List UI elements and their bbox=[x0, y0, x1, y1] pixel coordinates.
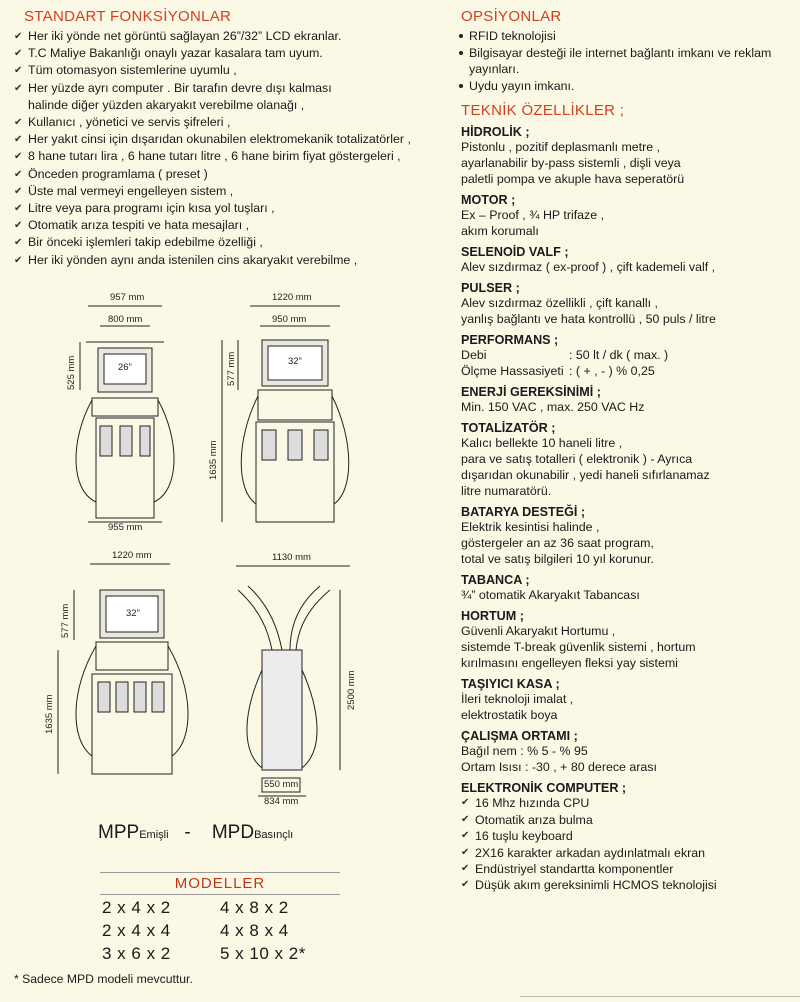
model-item: 3 x 6 x 2 bbox=[102, 944, 171, 963]
dim-d3-side: 577 mm bbox=[60, 603, 71, 638]
dim-d4-top: 1130 mm bbox=[272, 552, 311, 563]
list-item: halinde diğer yüzden akaryakıt verebilme olanağı , bbox=[28, 97, 305, 112]
standard-functions-list bbox=[14, 28, 444, 269]
dim-d3-height: 1635 mm bbox=[44, 694, 55, 734]
list-item: ✔ Tüm otomasyon sistemlerine uyumlu , bbox=[14, 62, 444, 79]
dim-d2-side: 577 mm bbox=[226, 351, 237, 386]
spec-hose: HORTUM ; Güvenli Akaryakıt Hortumu , sistemde T-break güvenlik sistemi , hortum kırılmasını engelleyen fleksi yay sistemi bbox=[461, 609, 696, 671]
dispenser-2-drawing bbox=[222, 306, 349, 522]
tech-specs-title: TEKNİK ÖZELLİKLER ; bbox=[461, 102, 625, 120]
model-names: MPPEmişli - MPDBasınçlı bbox=[98, 822, 294, 843]
list-item: RFID teknolojisi bbox=[455, 28, 795, 45]
dim-d1-side: 525 mm bbox=[66, 355, 77, 390]
spec-chassis: TAŞIYICI KASA ; İleri teknoloji imalat , elektrostatik boya bbox=[461, 677, 574, 723]
computer-features-list bbox=[461, 795, 795, 893]
spec-battery: BATARYA DESTEĞİ ; Elektrik kesintisi halinde , göstergeler an az 36 saat program, total ve satış bilgileri 10 yıl korunur. bbox=[461, 505, 654, 567]
list-item: ✔ Önceden programlama ( preset ) bbox=[14, 166, 444, 183]
dim-d2-top: 1220 mm bbox=[272, 292, 312, 303]
check-icon: ✔ bbox=[14, 185, 23, 197]
list-item: ✔ Kullanıcı , yönetici ve servis şifreleri , bbox=[14, 114, 444, 131]
dispenser-1-drawing bbox=[76, 306, 174, 522]
spec-computer: ELEKTRONİK COMPUTER ; ✔ 16 Mhz hızında CPU ✔ Otomatik arıza bulma ✔ 16 tuşlu keyboard ✔ 2X16 karakter arkadan aydınlatmalı ekran ✔ Endüstriyel standartta komponentler ✔ Düşük akım gereksinimli HCMOS teknolojisi bbox=[461, 781, 795, 893]
list-item: ✔ Litre veya para programı için kısa yol tuşları , bbox=[14, 200, 444, 217]
check-icon: ✔ bbox=[461, 863, 470, 874]
model-item: 4 x 8 x 4 bbox=[220, 921, 289, 940]
dispenser-3-drawing bbox=[58, 564, 188, 774]
check-icon: ✔ bbox=[14, 220, 23, 232]
model-item: 2 x 4 x 4 bbox=[102, 921, 171, 940]
dim-d3-top: 1220 mm bbox=[112, 550, 152, 561]
list-item: ✔ 8 hane tutarı lira , 6 hane tutarı litre , 6 hane birim fiyat göstergeleri , bbox=[14, 148, 444, 165]
check-icon: ✔ bbox=[14, 168, 23, 180]
check-icon: ✔ bbox=[14, 203, 23, 215]
check-icon: ✔ bbox=[14, 48, 23, 60]
check-icon: ✔ bbox=[461, 830, 470, 842]
dim-d1-top: 957 mm bbox=[110, 292, 145, 303]
model-item: 2 x 4 x 2 bbox=[102, 898, 171, 917]
dim-d4-b2: 834 mm bbox=[264, 796, 299, 807]
dim-d4-height: 2500 mm bbox=[346, 670, 357, 710]
dim-d1-screen: 26” bbox=[118, 362, 132, 373]
list-item: ✔ Her iki yönde net görüntü sağlayan 26”/32” LCD ekranlar. bbox=[14, 28, 444, 45]
list-item: ✔ 16 tuşlu keyboard bbox=[461, 829, 573, 844]
spec-pulser: PULSER ; Alev sızdırmaz özellikli , çift kanallı , yanlış bağlantı ve hata kontrollü , 50 puls / litre bbox=[461, 281, 716, 327]
options-title: OPSİYONLAR bbox=[461, 8, 562, 25]
spec-nozzle: TABANCA ; ¾” otomatik Akaryakıt Tabancası bbox=[461, 573, 640, 603]
list-item: Bilgisayar desteği ile internet bağlantı imkanı ve reklam yayınları. bbox=[455, 45, 795, 78]
spec-environment: ÇALIŞMA ORTAMI ; Bağıl nem : % 5 - % 95 Ortam Isısı : -30 , + 80 derece arası bbox=[461, 729, 657, 775]
models-title: MODELLER bbox=[100, 872, 340, 895]
options-list bbox=[455, 28, 795, 94]
check-icon: ✔ bbox=[14, 82, 23, 94]
list-item: ✔ Her yakıt cinsi için dışarıdan okunabilen elektromekanik totalizatörler , bbox=[14, 131, 444, 148]
list-item: ✔ Her iki yönden aynı anda istenilen cins akaryakıt verebilme , bbox=[14, 252, 444, 269]
check-icon: ✔ bbox=[14, 151, 23, 163]
corner-rule bbox=[520, 996, 800, 997]
model-item: 5 x 10 x 2* bbox=[220, 944, 306, 963]
list-item: ✔ Otomatik arıza bulma bbox=[461, 812, 593, 827]
dispenser-4-drawing bbox=[236, 566, 350, 796]
list-item: ✔ Üste mal vermeyi engelleyen sistem , bbox=[14, 183, 444, 200]
check-icon: ✔ bbox=[461, 846, 470, 858]
options-and-specs bbox=[455, 8, 795, 894]
standard-functions-section bbox=[14, 8, 444, 269]
dim-d2-screen: 32” bbox=[288, 356, 302, 367]
spec-hydraulic: HİDROLİK ; Pistonlu , pozitif deplasmanlı metre , ayarlanabilir by-pass sistemli , dişli veya paletli pompa ve akuple hava seperatörü bbox=[461, 125, 685, 187]
check-icon: ✔ bbox=[461, 879, 470, 891]
models-footnote: * Sadece MPD modeli mevcuttur. bbox=[14, 972, 193, 986]
check-icon: ✔ bbox=[14, 117, 23, 129]
check-icon: ✔ bbox=[14, 254, 23, 266]
standard-functions-title: STANDART FONKSİYONLAR bbox=[24, 8, 232, 25]
check-icon: ✔ bbox=[461, 797, 470, 809]
list-item: Uydu yayın imkanı. bbox=[455, 78, 795, 95]
dim-d3-screen: 32” bbox=[126, 608, 140, 619]
check-icon: ✔ bbox=[461, 813, 470, 825]
list-item: ✔ 2X16 karakter arkadan aydınlatmalı ekran bbox=[461, 845, 706, 860]
dim-d2-inner: 950 mm bbox=[272, 314, 307, 325]
list-item: ✔ Her yüzde ayrı computer . Bir tarafın devre dışı kalması bbox=[14, 80, 444, 97]
list-item: ✔ Endüstriyel standartta komponentler bbox=[461, 862, 674, 876]
spec-totalizer: TOTALİZATÖR ; Kalıcı bellekte 10 haneli litre , para ve satış totalleri ( elektronik ) - Ayrıca dışarıdan okunabilir , yedi haneli sıfırlanamaz litre numaratörü. bbox=[461, 421, 710, 499]
models-header bbox=[98, 822, 338, 852]
spec-motor: MOTOR ; Ex – Proof , ¾ HP trifaze , akım korumalı bbox=[461, 193, 605, 239]
spec-performance: PERFORMANS ; Debi : 50 lt / dk ( max. ) Ölçme Hassasiyeti : ( + , - ) % 0,25 bbox=[461, 333, 669, 379]
dim-d4-b1: 550 mm bbox=[264, 779, 299, 790]
check-icon: ✔ bbox=[14, 31, 23, 42]
list-item: ✔ Bir önceki işlemleri takip edebilme özelliği , bbox=[14, 234, 444, 251]
list-item: ✔ 16 Mhz hızında CPU bbox=[461, 796, 590, 811]
spec-power: ENERJİ GEREKSİNİMİ ; Min. 150 VAC , max. 250 VAC Hz bbox=[461, 385, 645, 415]
dispenser-diagrams bbox=[0, 290, 440, 810]
dim-d1-bottom: 955 mm bbox=[108, 522, 143, 533]
spec-solenoid: SELENOİD VALF ; Alev sızdırmaz ( ex-proof ) , çift kademeli valf , bbox=[461, 245, 716, 275]
list-item: ✔ Otomatik arıza tespiti ve hata mesajları , bbox=[14, 217, 444, 234]
check-icon: ✔ bbox=[14, 65, 23, 77]
dim-d2-height: 1635 mm bbox=[208, 440, 219, 480]
check-icon: ✔ bbox=[14, 237, 23, 249]
dim-d1-inner: 800 mm bbox=[108, 314, 143, 325]
list-item: ✔ Düşük akım gereksinimli HCMOS teknolojisi bbox=[461, 878, 717, 893]
check-icon: ✔ bbox=[14, 134, 23, 146]
model-item: 4 x 8 x 2 bbox=[220, 898, 289, 917]
list-item: ✔ T.C Maliye Bakanlığı onaylı yazar kasalara tam uyum. bbox=[14, 45, 444, 62]
